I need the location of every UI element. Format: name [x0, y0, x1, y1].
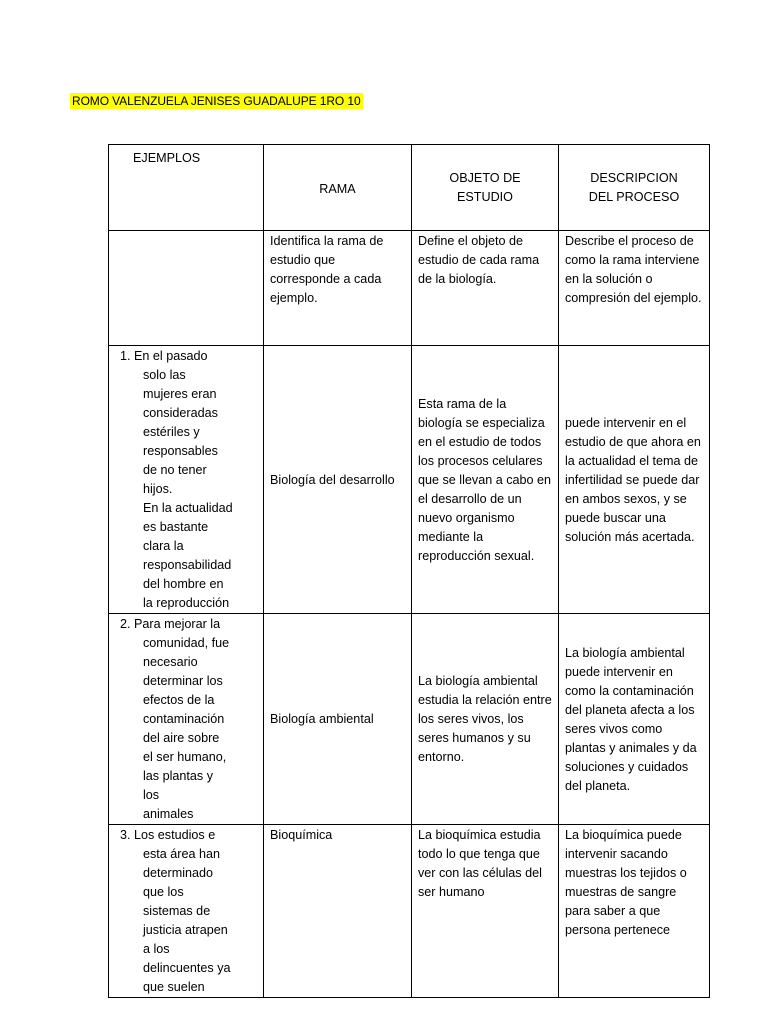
example-line: sistemas de: [143, 904, 211, 918]
example-line: que suelen: [143, 980, 205, 994]
example-line: necesario: [143, 655, 198, 669]
example-line: estériles y: [143, 425, 200, 439]
example-line: comunidad, fue: [143, 636, 230, 650]
example-line: 1. En el pasado: [120, 349, 208, 363]
example-cell-1: [109, 346, 264, 614]
descripcion-cell-1: puede intervenir en el estudio de que ahora en la actualidad el tema de infertilidad se puede dar en ambos sexos, y se puede buscar una solución más acertada.: [559, 346, 710, 614]
example-text-3: [115, 826, 257, 997]
example-line: justicia atrapen: [143, 923, 228, 937]
example-line: mujeres eran: [143, 387, 217, 401]
example-line: 2. Para mejorar la: [120, 617, 221, 631]
example-line: las plantas y: [143, 769, 214, 783]
rama-cell-3: Bioquímica: [264, 825, 412, 998]
table-row: [109, 346, 710, 614]
example-line: solo las: [143, 368, 186, 382]
descripcion-cell-2: La biología ambiental puede intervenir en como la contaminación del planeta afecta a los seres vivos como plantas y animales y da soluciones y cuidados del planeta.: [559, 614, 710, 825]
instruction-rama: Identifica la rama de estudio que corresponde a cada ejemplo.: [264, 231, 412, 346]
example-line: efectos de la: [143, 693, 215, 707]
example-cell-3: [109, 825, 264, 998]
example-cell-2: [109, 614, 264, 825]
example-line: del aire sobre: [143, 731, 220, 745]
example-text-2: [115, 615, 257, 824]
example-line: 3. Los estudios e: [120, 828, 216, 842]
biology-branches-table: [108, 144, 710, 998]
example-line: determinar los: [143, 674, 223, 688]
rama-cell-2: Biología ambiental: [264, 614, 412, 825]
column-header-descripcion: [559, 145, 710, 231]
instructions-row: [109, 231, 710, 346]
example-line: de no tener: [143, 463, 207, 477]
table-row: [109, 825, 710, 998]
example-line: hijos.: [143, 482, 173, 496]
column-header-rama: RAMA: [264, 145, 412, 231]
column-header-objeto-line2: ESTUDIO: [457, 189, 513, 204]
student-name-line: ROMO VALENZUELA JENISES GUADALUPE 1RO 10: [72, 94, 361, 108]
rama-cell-1: Biología del desarrollo: [264, 346, 412, 614]
table-row: [109, 614, 710, 825]
example-line: la reproducción: [143, 596, 230, 610]
instruction-descripcion: Describe el proceso de como la rama interviene en la solución o compresión del ejemplo.: [559, 231, 710, 346]
example-line: que los: [143, 885, 184, 899]
instruction-objeto: Define el objeto de estudio de cada rama de la biología.: [412, 231, 559, 346]
example-line: En la actualidad: [143, 501, 233, 515]
descripcion-cell-3: La bioquímica puede intervenir sacando muestras los tejidos o muestras de sangre para saber a que persona pertenece: [559, 825, 710, 998]
column-header-descripcion-line2: DEL PROCESO: [588, 189, 680, 204]
example-text-1: [115, 347, 257, 613]
example-line: responsabilidad: [143, 558, 232, 572]
objeto-cell-2: La biología ambiental estudia la relación entre los seres vivos, los seres humanos y su entorno.: [412, 614, 559, 825]
objeto-cell-3: La bioquímica estudia todo lo que tenga que ver con las células del ser humano: [412, 825, 559, 998]
example-line: el ser humano,: [143, 750, 227, 764]
example-line: clara la: [143, 539, 184, 553]
example-line: esta área han: [143, 847, 221, 861]
instructions-empty-cell: [109, 231, 264, 346]
objeto-cell-1: Esta rama de la biología se especializa en el estudio de todos los procesos celulares que se llevan a cabo en el desarrollo de un nuevo organismo mediante la reproducción sexual.: [412, 346, 559, 614]
example-line: del hombre en: [143, 577, 224, 591]
example-line: determinado: [143, 866, 214, 880]
column-header-ejemplos: EJEMPLOS: [109, 145, 264, 231]
column-header-objeto: [412, 145, 559, 231]
table-header-row: [109, 145, 710, 231]
column-header-descripcion-line1: DESCRIPCION: [590, 170, 678, 185]
example-line: delincuentes ya: [143, 961, 231, 975]
example-line: consideradas: [143, 406, 218, 420]
example-line: responsables: [143, 444, 218, 458]
column-header-objeto-line1: OBJETO DE: [449, 170, 521, 185]
example-line: es bastante: [143, 520, 209, 534]
example-line: animales: [143, 807, 194, 821]
example-line: contaminación: [143, 712, 225, 726]
example-line: los: [143, 788, 160, 802]
example-line: a los: [143, 942, 170, 956]
